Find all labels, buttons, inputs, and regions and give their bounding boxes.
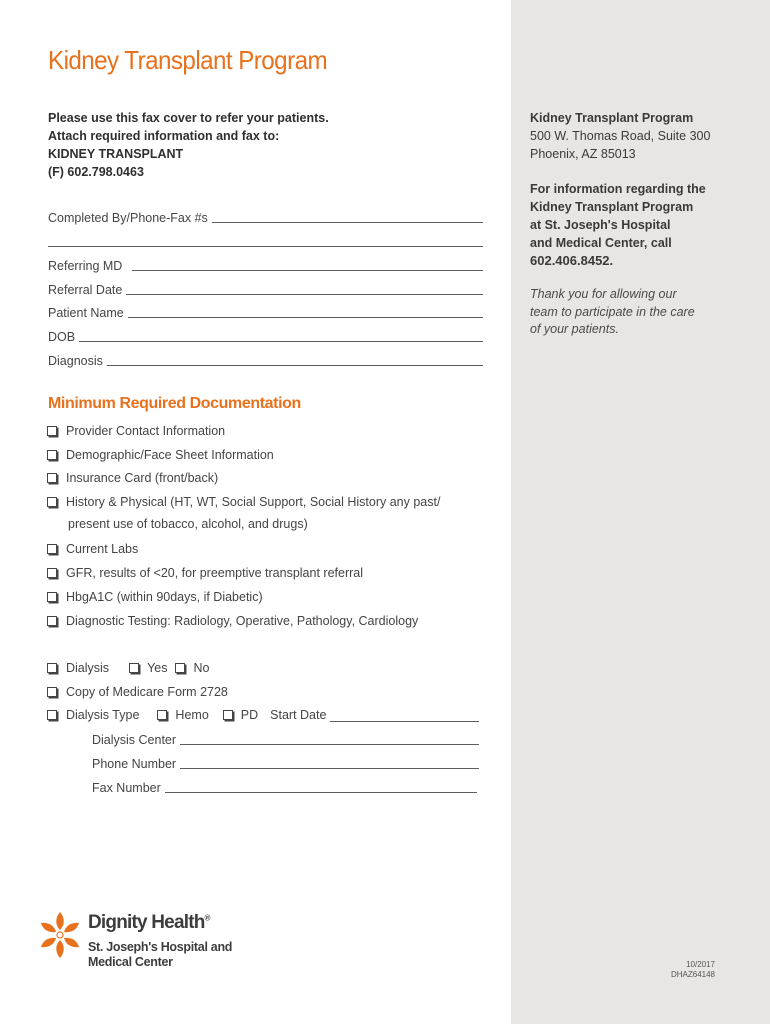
medicare-label: Copy of Medicare Form 2728	[66, 685, 228, 699]
logo-brand-name: Dignity Health®	[88, 912, 210, 933]
checkbox[interactable]	[47, 592, 57, 602]
diagnosis-line[interactable]	[107, 365, 483, 366]
phone-number-field[interactable]	[92, 754, 479, 772]
phone-number-line[interactable]	[180, 768, 479, 769]
checklist-item[interactable]	[47, 564, 363, 582]
hemo-checkbox[interactable]	[157, 710, 167, 720]
start-date-label: Start Date	[270, 708, 327, 722]
info-line: and Medical Center, call	[530, 236, 672, 250]
dialysis-type-checkbox[interactable]	[47, 710, 57, 720]
form-number: DHAZ64148	[670, 970, 715, 979]
referral-date-line[interactable]	[126, 294, 483, 295]
info-line: at St. Joseph's Hospital	[530, 218, 671, 232]
checkbox[interactable]	[47, 544, 57, 554]
checkbox[interactable]	[47, 616, 57, 626]
address-line: 500 W. Thomas Road, Suite 300	[530, 129, 711, 143]
dialysis-type-label: Dialysis Type	[66, 708, 140, 722]
program-name: Kidney Transplant Program	[530, 111, 694, 125]
checklist-item[interactable]	[47, 612, 418, 630]
no-checkbox[interactable]	[175, 663, 185, 673]
checkbox[interactable]	[47, 568, 57, 578]
address-line: Phoenix, AZ 85013	[530, 147, 636, 161]
completed-by-field-continued[interactable]	[48, 232, 483, 250]
start-date-line[interactable]	[330, 721, 479, 722]
dialysis-checkbox[interactable]	[47, 663, 57, 673]
checklist-item[interactable]	[47, 493, 440, 511]
info-phone: 602.406.8452.	[530, 253, 614, 268]
intro-text	[48, 109, 488, 181]
checkbox[interactable]	[47, 426, 57, 436]
referring-md-label: Referring MD	[48, 259, 123, 273]
info-line: For information regarding the	[530, 182, 706, 196]
yes-label: Yes	[147, 661, 168, 675]
min-docs-heading: Minimum Required Documentation	[48, 395, 301, 412]
page-title: Kidney Transplant Program	[48, 45, 328, 75]
dialysis-center-field[interactable]	[92, 730, 479, 748]
info-line: Kidney Transplant Program	[530, 200, 694, 214]
logo-sub-line: Medical Center	[88, 955, 173, 969]
dob-label: DOB	[48, 330, 76, 344]
dob-field[interactable]	[48, 327, 483, 345]
patient-name-line[interactable]	[128, 317, 483, 318]
phone-number-label: Phone Number	[92, 757, 177, 771]
fax-number-line[interactable]	[165, 792, 477, 793]
contact-info	[530, 180, 750, 270]
completed-by-line-2[interactable]	[48, 246, 483, 247]
checklist-label: History & Physical (HT, WT, Social Support, Social History any past/	[66, 495, 441, 509]
no-label: No	[193, 661, 210, 675]
thanks-line: team to participate in the care	[530, 304, 695, 319]
dialysis-center-label: Dialysis Center	[92, 733, 177, 747]
checklist-item[interactable]	[47, 446, 274, 464]
form-code	[640, 960, 715, 980]
intro-line: Please use this fax cover to refer your patients.	[48, 111, 329, 125]
referral-date-label: Referral Date	[48, 283, 123, 297]
medicare-form-row[interactable]	[47, 683, 228, 701]
logo-sub-line: St. Joseph's Hospital and	[88, 940, 233, 954]
intro-line: Attach required information and fax to:	[48, 129, 280, 143]
referral-date-field[interactable]	[48, 280, 483, 298]
patient-name-field[interactable]	[48, 303, 483, 321]
checklist-label: Current Labs	[66, 542, 139, 556]
yes-checkbox[interactable]	[129, 663, 139, 673]
medicare-checkbox[interactable]	[47, 687, 57, 697]
checklist-item[interactable]	[47, 422, 225, 440]
referring-md-field[interactable]	[48, 256, 483, 274]
patient-name-label: Patient Name	[48, 306, 124, 320]
diagnosis-label: Diagnosis	[48, 354, 103, 368]
checklist-label: HbgA1C (within 90days, if Diabetic)	[66, 590, 263, 604]
dialysis-type-row[interactable]	[47, 706, 479, 724]
thank-you-note	[530, 286, 750, 339]
checklist-label: Provider Contact Information	[66, 424, 226, 438]
completed-by-label: Completed By/Phone-Fax #s	[48, 211, 208, 225]
dignity-health-logo	[38, 908, 258, 972]
completed-by-field[interactable]	[48, 208, 483, 226]
hemo-label: Hemo	[175, 708, 209, 722]
intro-line: KIDNEY TRANSPLANT	[48, 147, 184, 161]
diagnosis-field[interactable]	[48, 351, 483, 369]
thanks-line: Thank you for allowing our	[530, 287, 677, 301]
dialysis-row[interactable]	[47, 659, 209, 677]
pd-checkbox[interactable]	[223, 710, 233, 720]
pd-label: PD	[240, 708, 259, 722]
checkbox[interactable]	[47, 450, 57, 460]
checklist-label: Diagnostic Testing: Radiology, Operative, Pathology, Cardiology	[66, 614, 419, 628]
fax-number-label: Fax Number	[92, 781, 161, 795]
completed-by-line[interactable]	[212, 222, 483, 223]
thanks-line: of your patients.	[530, 322, 619, 336]
checklist-item[interactable]	[47, 540, 138, 558]
checklist-item[interactable]	[47, 588, 263, 606]
referring-md-line[interactable]	[132, 270, 483, 271]
checkbox[interactable]	[47, 473, 57, 483]
checkbox[interactable]	[47, 497, 57, 507]
fax-number-field[interactable]	[92, 778, 477, 796]
checklist-label: GFR, results of <20, for preemptive transplant referral	[66, 566, 363, 580]
dob-line[interactable]	[79, 341, 483, 342]
logo-subtitle	[88, 940, 232, 970]
checklist-label: Demographic/Face Sheet Information	[66, 448, 274, 462]
fax-number: (F) 602.798.0463	[48, 165, 144, 179]
program-address	[530, 109, 750, 163]
checklist-item[interactable]	[47, 469, 218, 487]
form-date: 10/2017	[686, 960, 715, 969]
checklist-label: Insurance Card (front/back)	[66, 471, 219, 485]
checklist-label-continued: present use of tobacco, alcohol, and drugs)	[68, 517, 308, 531]
dialysis-label: Dialysis	[66, 661, 110, 675]
dignity-health-star-logo-icon	[38, 910, 82, 960]
dialysis-center-line[interactable]	[180, 744, 479, 745]
